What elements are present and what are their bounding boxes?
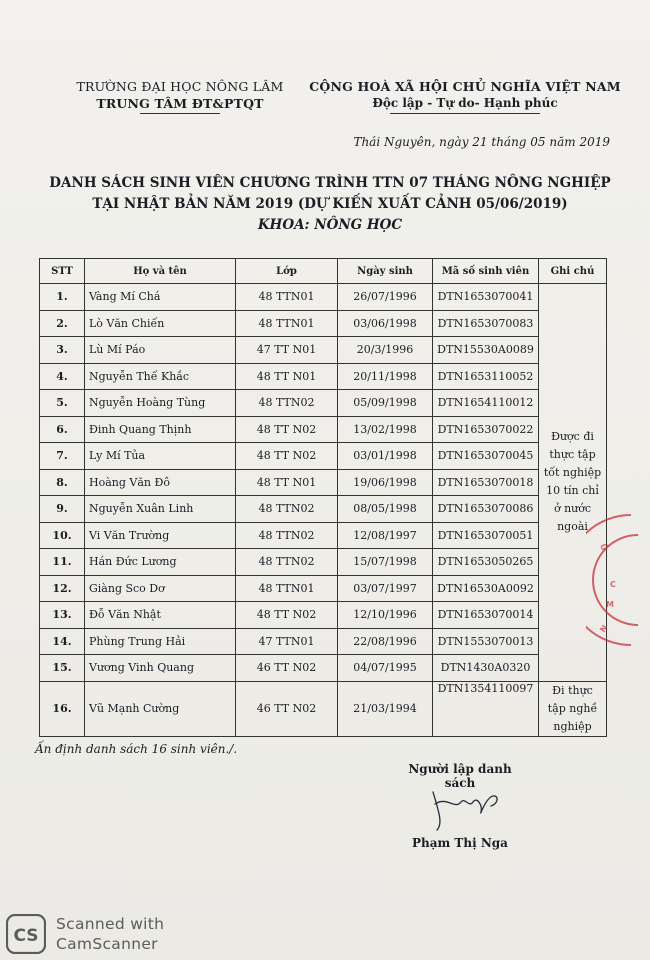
cell-class: 48 TTN02 bbox=[236, 390, 338, 417]
header-left-underline bbox=[140, 113, 220, 114]
cell-class: 48 TT N02 bbox=[236, 416, 338, 443]
cell-stt: 16. bbox=[40, 681, 85, 736]
table-row bbox=[40, 469, 607, 496]
cell-class: 48 TTN01 bbox=[236, 575, 338, 602]
cell-student-id: DTN1653110052 bbox=[433, 363, 539, 390]
table-row bbox=[40, 390, 607, 417]
cell-name: Hoàng Văn Đô bbox=[85, 469, 236, 496]
col-header-stt: STT bbox=[40, 259, 85, 284]
table-row bbox=[40, 310, 607, 337]
list-confirmation-note: Ấn định danh sách 16 sinh viên./. bbox=[35, 742, 238, 756]
cell-stt: 4. bbox=[40, 363, 85, 390]
cell-class: 48 TTN02 bbox=[236, 496, 338, 523]
cell-dob: 15/07/1998 bbox=[338, 549, 433, 576]
cell-student-id: DTN1653050265 bbox=[433, 549, 539, 576]
cell-stt: 10. bbox=[40, 522, 85, 549]
cell-student-id: DTN1653070045 bbox=[433, 443, 539, 470]
cell-name: Đinh Quang Thịnh bbox=[85, 416, 236, 443]
col-header-dob: Ngày sinh bbox=[338, 259, 433, 284]
svg-text:M: M bbox=[606, 600, 614, 609]
cell-stt: 11. bbox=[40, 549, 85, 576]
signer-title: Người lập danh sách bbox=[408, 762, 512, 790]
table-row bbox=[40, 575, 607, 602]
cell-dob: 12/08/1997 bbox=[338, 522, 433, 549]
cell-name: Phùng Trung Hải bbox=[85, 628, 236, 655]
cell-student-id: DTN1653070086 bbox=[433, 496, 539, 523]
cell-dob: 22/08/1996 bbox=[338, 628, 433, 655]
col-header-note: Ghi chú bbox=[539, 259, 607, 284]
title-line-1: DANH SÁCH SINH VIÊN CHƯƠNG TRÌNH TTN 07 THÁNG NÔNG NGHIỆP bbox=[49, 175, 611, 191]
cell-class: 48 TT N02 bbox=[236, 443, 338, 470]
cell-stt: 13. bbox=[40, 602, 85, 629]
col-header-class: Lớp bbox=[236, 259, 338, 284]
table-row bbox=[40, 522, 607, 549]
cell-class: 48 TTN02 bbox=[236, 549, 338, 576]
watermark-line-2: CamScanner bbox=[56, 935, 158, 953]
table-row bbox=[40, 443, 607, 470]
cell-name: Vương Vinh Quang bbox=[85, 655, 236, 682]
cell-class: 48 TTN01 bbox=[236, 310, 338, 337]
cell-student-id: DTN1653070041 bbox=[433, 284, 539, 311]
watermark-line-1: Scanned with bbox=[56, 915, 165, 933]
cell-student-id: DTN15530A0089 bbox=[433, 337, 539, 364]
cell-name: Hán Đức Lương bbox=[85, 549, 236, 576]
camscanner-logo-icon bbox=[6, 914, 46, 954]
table-row bbox=[40, 681, 607, 736]
cell-stt: 3. bbox=[40, 337, 85, 364]
col-header-name: Họ và tên bbox=[85, 259, 236, 284]
cell-dob: 21/03/1994 bbox=[338, 681, 433, 736]
camscanner-watermark bbox=[56, 914, 164, 954]
header-left bbox=[60, 78, 300, 114]
cell-dob: 26/07/1996 bbox=[338, 284, 433, 311]
cell-name: Giàng Sco Dơ bbox=[85, 575, 236, 602]
cell-student-id: DTN1430A0320 bbox=[433, 655, 539, 682]
cell-note-group-1: Được đi thực tập tốt nghiệp 10 tín chỉ ở nước ngoài bbox=[539, 284, 607, 682]
table-row bbox=[40, 549, 607, 576]
title-line-2: TẠI NHẬT BẢN NĂM 2019 (DỰ KIẾN XUẤT CẢNH 05/06/2019) bbox=[92, 196, 568, 212]
cell-name: Lò Văn Chiến bbox=[85, 310, 236, 337]
document-title bbox=[30, 173, 630, 236]
cell-name: Vi Văn Trường bbox=[85, 522, 236, 549]
cell-stt: 15. bbox=[40, 655, 85, 682]
document-date: Thái Nguyên, ngày 21 tháng 05 năm 2019 bbox=[353, 135, 610, 149]
svg-text:N: N bbox=[598, 623, 610, 635]
cell-class: 46 TT N02 bbox=[236, 655, 338, 682]
cell-name: Vàng Mí Chá bbox=[85, 284, 236, 311]
cell-note-group-2: Đi thực tập nghề nghiệp bbox=[539, 681, 607, 736]
table-row bbox=[40, 363, 607, 390]
cell-class: 47 TT N01 bbox=[236, 337, 338, 364]
cell-stt: 7. bbox=[40, 443, 85, 470]
student-table bbox=[39, 258, 610, 737]
header-right bbox=[305, 78, 625, 114]
cell-student-id: DTN1354110097 bbox=[433, 681, 539, 736]
cell-student-id: DTN1653070083 bbox=[433, 310, 539, 337]
title-line-3: KHOA: NÔNG HỌC bbox=[257, 217, 403, 233]
table-row bbox=[40, 602, 607, 629]
cell-stt: 12. bbox=[40, 575, 85, 602]
national-motto: Độc lập - Tự do- Hạnh phúc bbox=[372, 96, 558, 110]
svg-text:Ũ: Ũ bbox=[598, 542, 609, 552]
cell-dob: 20/11/1998 bbox=[338, 363, 433, 390]
cell-dob: 19/06/1998 bbox=[338, 469, 433, 496]
cell-class: 46 TT N02 bbox=[236, 681, 338, 736]
cell-name: Ly Mí Tủa bbox=[85, 443, 236, 470]
svg-text:CS: CS bbox=[13, 926, 39, 946]
red-seal-stamp bbox=[586, 505, 650, 655]
cell-student-id: DTN1653070051 bbox=[433, 522, 539, 549]
cell-class: 47 TTN01 bbox=[236, 628, 338, 655]
cell-stt: 1. bbox=[40, 284, 85, 311]
handwritten-signature bbox=[425, 782, 505, 832]
cell-stt: 9. bbox=[40, 496, 85, 523]
cell-dob: 04/07/1995 bbox=[338, 655, 433, 682]
svg-text:C: C bbox=[610, 580, 616, 589]
table-header-row bbox=[40, 259, 607, 284]
cell-dob: 03/06/1998 bbox=[338, 310, 433, 337]
cell-student-id: DTN1553070013 bbox=[433, 628, 539, 655]
table-row bbox=[40, 628, 607, 655]
cell-name: Vũ Mạnh Cường bbox=[85, 681, 236, 736]
col-header-id: Mã số sinh viên bbox=[433, 259, 539, 284]
national-title: CỘNG HOÀ XÃ HỘI CHỦ NGHĨA VIỆT NAM bbox=[309, 79, 621, 94]
cell-dob: 12/10/1996 bbox=[338, 602, 433, 629]
signer-name: Phạm Thị Nga bbox=[412, 836, 508, 850]
cell-student-id: DTN1654110012 bbox=[433, 390, 539, 417]
cell-dob: 03/01/1998 bbox=[338, 443, 433, 470]
cell-dob: 20/3/1996 bbox=[338, 337, 433, 364]
cell-name: Lù Mí Páo bbox=[85, 337, 236, 364]
table-row bbox=[40, 416, 607, 443]
cell-class: 48 TT N01 bbox=[236, 469, 338, 496]
cell-student-id: DTN1653070014 bbox=[433, 602, 539, 629]
table-row bbox=[40, 655, 607, 682]
cell-student-id: DTN1653070018 bbox=[433, 469, 539, 496]
cell-class: 48 TT N02 bbox=[236, 602, 338, 629]
cell-stt: 8. bbox=[40, 469, 85, 496]
university-name: TRƯỜNG ĐẠI HỌC NÔNG LÂM bbox=[76, 79, 284, 94]
cell-class: 48 TTN01 bbox=[236, 284, 338, 311]
center-name: TRUNG TÂM ĐT&PTQT bbox=[96, 96, 264, 111]
cell-dob: 13/02/1998 bbox=[338, 416, 433, 443]
header-right-underline bbox=[390, 113, 540, 114]
cell-stt: 14. bbox=[40, 628, 85, 655]
cell-dob: 05/09/1998 bbox=[338, 390, 433, 417]
cell-name: Nguyễn Thế Khắc bbox=[85, 363, 236, 390]
cell-name: Nguyễn Hoàng Tùng bbox=[85, 390, 236, 417]
table-row bbox=[40, 496, 607, 523]
cell-stt: 2. bbox=[40, 310, 85, 337]
cell-name: Đỗ Văn Nhật bbox=[85, 602, 236, 629]
cell-dob: 03/07/1997 bbox=[338, 575, 433, 602]
cell-student-id: DTN16530A0092 bbox=[433, 575, 539, 602]
table-row bbox=[40, 284, 607, 311]
cell-dob: 08/05/1998 bbox=[338, 496, 433, 523]
cell-name: Nguyễn Xuân Linh bbox=[85, 496, 236, 523]
cell-student-id: DTN1653070022 bbox=[433, 416, 539, 443]
cell-class: 48 TTN02 bbox=[236, 522, 338, 549]
cell-class: 48 TT N01 bbox=[236, 363, 338, 390]
table-row bbox=[40, 337, 607, 364]
cell-stt: 6. bbox=[40, 416, 85, 443]
cell-stt: 5. bbox=[40, 390, 85, 417]
